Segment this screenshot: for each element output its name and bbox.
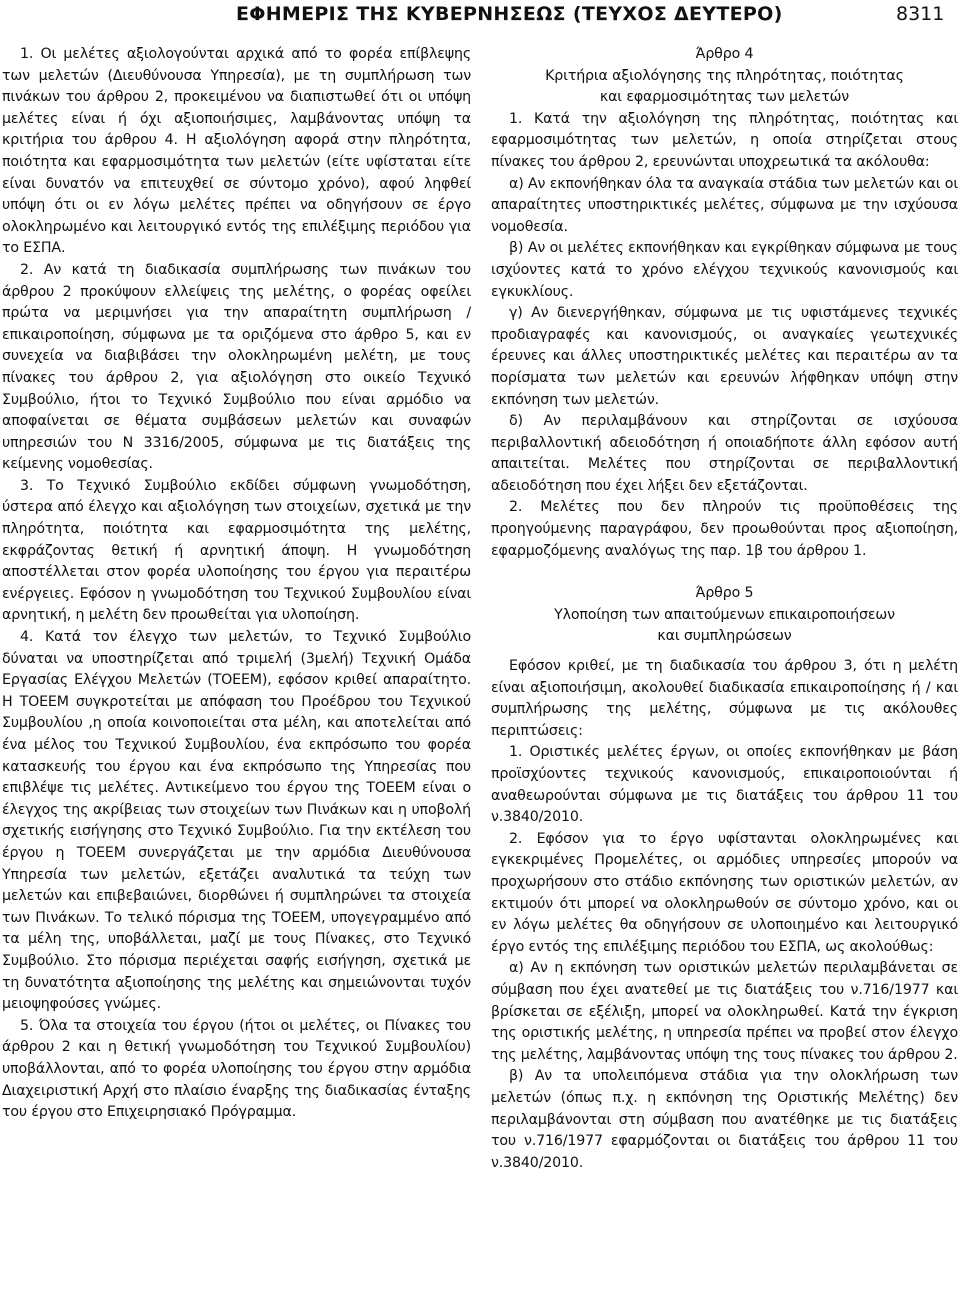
gazette-title: ΕΦΗΜΕΡΙΣ ΤΗΣ ΚΥΒΕΡΝΗΣΕΩΣ (ΤΕΥΧΟΣ ΔΕΥΤΕΡΟ) — [236, 3, 783, 25]
paragraph-2: 2. Αν κατά τη διαδικασία συμπλήρωσης των πινάκων του άρθρου 2 προκύψουν ελλείψεις της μελέτης, ο φορέας οφείλει πρώτα να μεριμνήσει για την απαραίτητη συμπλήρωση / επικαιροποίηση, σύμφωνα με τα οριζόμενα στο άρθρο 5, και εν συνεχεία να διαβιβάσει την ολοκληρωμένη μελέτη, με τους πίνακες του άρθρου 2, για αξιολόγηση στο οικείο Τεχνικό Συμβούλιο, ήτοι το Τεχνικό Συμβούλιο που είναι αρμόδιο να αποφαίνεται σε θέματα συμβάσεων μελετών και συναφών υπηρεσιών του Ν 3316/2005, σύμφωνα με τις διατάξεις της κείμενης νομοθεσίας. — [2, 261, 471, 473]
page-number: 8311 — [896, 3, 945, 25]
article-4-subheading-line2: και εφαρμοσιμότητας των μελετών — [599, 89, 850, 106]
right-column — [491, 44, 958, 1174]
article-4-paragraph: 1. Κατά την αξιολόγηση της πληρότητας, ποιότητας και εφαρμοσιμότητας των μελετών, η οποία στηρίζεται στους πίνακες του άρθρου 2, ερευνώνται υποχρεωτικά τα ακόλουθα: — [491, 110, 958, 170]
article-4-heading: Άρθρο 4 — [695, 46, 754, 62]
article-4-paragraph: α) Αν εκπονήθηκαν όλα τα αναγκαία στάδια των μελετών και οι απαραίτητες υποστηρικτικές μελέτες, σύμφωνα με την ισχύουσα νομοθεσία. — [491, 175, 958, 235]
left-column — [2, 44, 471, 1124]
paragraph-1: 1. Οι μελέτες αξιολογούνται αρχικά από το φορέα επίβλεψης των μελετών (Διευθύνουσα Υπηρεσία), με τη συμπλήρωση των πινάκων του άρθρου 2, προκειμένου να διαπιστωθεί ότι οι υπόψη μελέτες είναι ή όχι αξιοποιήσιμες, λαμβάνοντας υπόψη τα κριτήρια του άρθρου 4. Η αξιολόγηση αφορά στην πληρότητα, ποιότητα και εφαρμοσιμότητα των μελετών (είτε υφίσταται είτε είναι δυνατόν να επιτευχθεί σε σύντομο χρόνο), αφού ληφθεί υπόψη ότι οι εν λόγω μελέτες πρέπει να οδηγήσουν σε έργο ολοκληρωμένο και λειτουργικό εντός της επιλέξιμης περιόδου για το ΕΣΠΑ. — [2, 46, 471, 257]
page-header — [0, 0, 960, 40]
article-4-paragraph: γ) Αν διενεργήθηκαν, σύμφωνα με τις υφιστάμενες τεχνικές προδιαγραφές και κανονισμούς, οι αναγκαίες γεωτεχνικές έρευνες και άλλες υποστηρικτικές μελέτες και περαιτέρω αν τα πορίσματα των μελετών και ερευνών λήφθηκαν υπόψη στην εκπόνηση των μελετών. — [491, 305, 958, 408]
article-4-paragraph: 2. Μελέτες που δεν πληρούν τις προϋποθέσεις της προηγούμενης παραγράφου, δεν προωθούνται προς αξιοποίηση, εφαρμοζόμενης αναλόγως της παρ. 1β του άρθρου 1. — [491, 499, 958, 559]
article-5-heading: Άρθρο 5 — [695, 585, 754, 602]
article-4-paragraph: β) Αν οι μελέτες εκπονήθηκαν και εγκρίθηκαν σύμφωνα με τους ισχύοντες κατά το χρόνο ελέγχου τεχνικούς κανονισμούς και εγκυκλίους. — [491, 240, 958, 300]
section-spacer — [491, 562, 958, 583]
article-5-paragraph: Εφόσον κριθεί, με τη διαδικασία του άρθρου 3, ότι η μελέτη είναι αξιοποιήσιμη, ακολουθεί διαδικασία επικαιροποίησης ή / και συμπλήρωσης της μελέτης, σύμφωνα με τις ακόλουθες περιπτώσεις: — [491, 658, 958, 739]
section-spacer — [491, 648, 958, 656]
article-5-paragraph: β) Αν τα υπολειπόμενα στάδια για την ολοκλήρωση των μελετών (όπως π.χ. η εκπόνηση της Οριστικής Μελέτης) δεν περιλαμβάνονται στη σύμβαση που ανατέθηκε με τις διατάξεις του ν.716/1977 εφαρμόζονται οι διατάξεις του άρθρου 11 του ν.3840/2010. — [491, 1068, 958, 1171]
paragraph-5: 5. Όλα τα στοιχεία του έργου (ήτοι οι μελέτες, οι Πίνακες του άρθρου 2 και η θετική γνωμοδότηση του Τεχνικού Συμβουλίου) υποβάλλονται, από το φορέα υλοποίησης του έργου στην αρμόδια Διαχειριστική Αρχή στο πλαίσιο έναρξης της διαδικασίας ένταξης του έργου στο Επιχειρησιακό Πρόγραμμα. — [2, 1017, 471, 1121]
article-5-paragraph: α) Αν η εκπόνηση των οριστικών μελετών περιλαμβάνεται σε σύμβαση που έχει ανατεθεί με τις διατάξεις του ν.716/1977 και βρίσκεται σε εξέλιξη, μπορεί να ολοκληρωθεί. Κατά την έγκριση της οριστικής μελέτης, η υπηρεσία πρέπει να προβεί στον έλεγχο της μελέτης, λαμβάνοντας υπόψη της τους πίνακες του άρθρου 2. — [491, 960, 958, 1063]
article-4-paragraph: δ) Αν περιλαμβάνουν και στηρίζονται σε ισχύουσα περιβαλλοντική αδειοδότηση ή οποιαδήποτε άλλη εφόσον αυτή απαιτείται. Μελέτες που στηρίζονται σε περιβαλλοντική αδειοδότηση που έχει λήξει δεν εξετάζονται. — [491, 413, 958, 494]
article-5-paragraph: 2. Εφόσον για το έργο υφίστανται ολοκληρωμένες και εγκεκριμένες Προμελέτες, οι αρμόδιες υπηρεσίες μπορούν να προχωρήσουν στο στάδιο εκπόνησης των οριστικών μελετών, αν εκτιμούν ότι μπορεί να ολοκληρωθούν σε σύντομο χρόνο, και οι εν λόγω μελέτες θα οδηγήσουν σε υλοποιημένο και λειτουργικό έργο εντός της επιλέξιμης περιόδου του ΕΣΠΑ, ως ακολούθως: — [491, 830, 958, 955]
paragraph-3: 3. Το Τεχνικό Συμβούλιο εκδίδει σύμφωνη γνωμοδότηση, ύστερα από έλεγχο και αξιολόγηση των στοιχείων, σχετικά με την πληρότητα, ποιότητα και εφαρμοσιμότητα της μελέτης, εκφράζοντας θετική ή αρνητική άποψη. Η γνωμοδότηση αποστέλλεται στον φορέα υλοποίησης του έργου για περαιτέρω ενέργειες. Εφόσον η γνωμοδότηση του Τεχνικού Συμβουλίου είναι αρνητική, η μελέτη δεν προωθείται για υλοποίηση. — [2, 477, 471, 624]
article-5-subheading-line1: Υλοποίηση των απαιτούμενων επικαιροποιήσεων — [554, 606, 895, 623]
article-4-subheading-line1: Κριτήρια αξιολόγησης της πληρότητας, ποιότητας — [545, 67, 904, 84]
paragraph-4: 4. Κατά τον έλεγχο των μελετών, το Τεχνικό Συμβούλιο δύναται να υποστηρίζεται από τριμελή (3μελή) Τεχνική Ομάδα Εργασίας Ελέγχου Μελετών (ΤΟΕΕΜ), εφόσον κριθεί απαραίτητο. Η ΤΟΕΕΜ συγκροτείται με απόφαση του Προέδρου του Τεχνικού Συμβουλίου ,η οποία κοινοποιείται στα μέλη, και αποτελείται από ένα μέλος του Τεχνικού Συμβουλίου, ένα εκπρόσωπο του φορέα κατασκευής του έργου και ένα εκπρόσωπο της Υπηρεσίας που επιβλέψε τις μελέτες. Αντικείμενο του έργου της ΤΟΕΕΜ είναι ο έλεγχος της ακρίβειας των στοιχείων των Πινάκων και η υποβολή σχετικής εισήγησης στο Τεχνικό Συμβούλιο. Για την εκτέλεση του έργου η ΤΟΕΕΜ συνεργάζεται με την αρμόδια Διευθύνουσα Υπηρεσία των μελετών, εξετάζει αναλυτικά τα τεύχη των μελετών και επιβεβαιώνει, διορθώνει ή συμπληρώνει τα στοιχεία των Πινάκων. Το τελικό πόρισμα της ΤΟΕΕΜ, υπογεγραμμένο από τα μέλη της, υποβάλλεται, μαζί με τους Πίνακες, στο Τεχνικό Συμβούλιο. Στο πόρισμα περιέχεται σαφής εισήγηση, σχετικά με τη δυνατότητα αξιοποίησης της μελέτης και σημειώνονται τυχόν μειοψηφούσες γνώμες. — [2, 629, 471, 1013]
article-5-paragraph: 1. Οριστικές μελέτες έργων, οι οποίες εκπονήθηκαν με βάση προϊσχύοντες τεχνικούς κανονισμούς, επικαιροποιούνται ή αναθεωρούνται σύμφωνα με τις διατάξεις του άρθρου 11 του ν.3840/2010. — [491, 744, 958, 826]
article-5-subheading-line2: και συμπληρώσεων — [657, 628, 792, 645]
